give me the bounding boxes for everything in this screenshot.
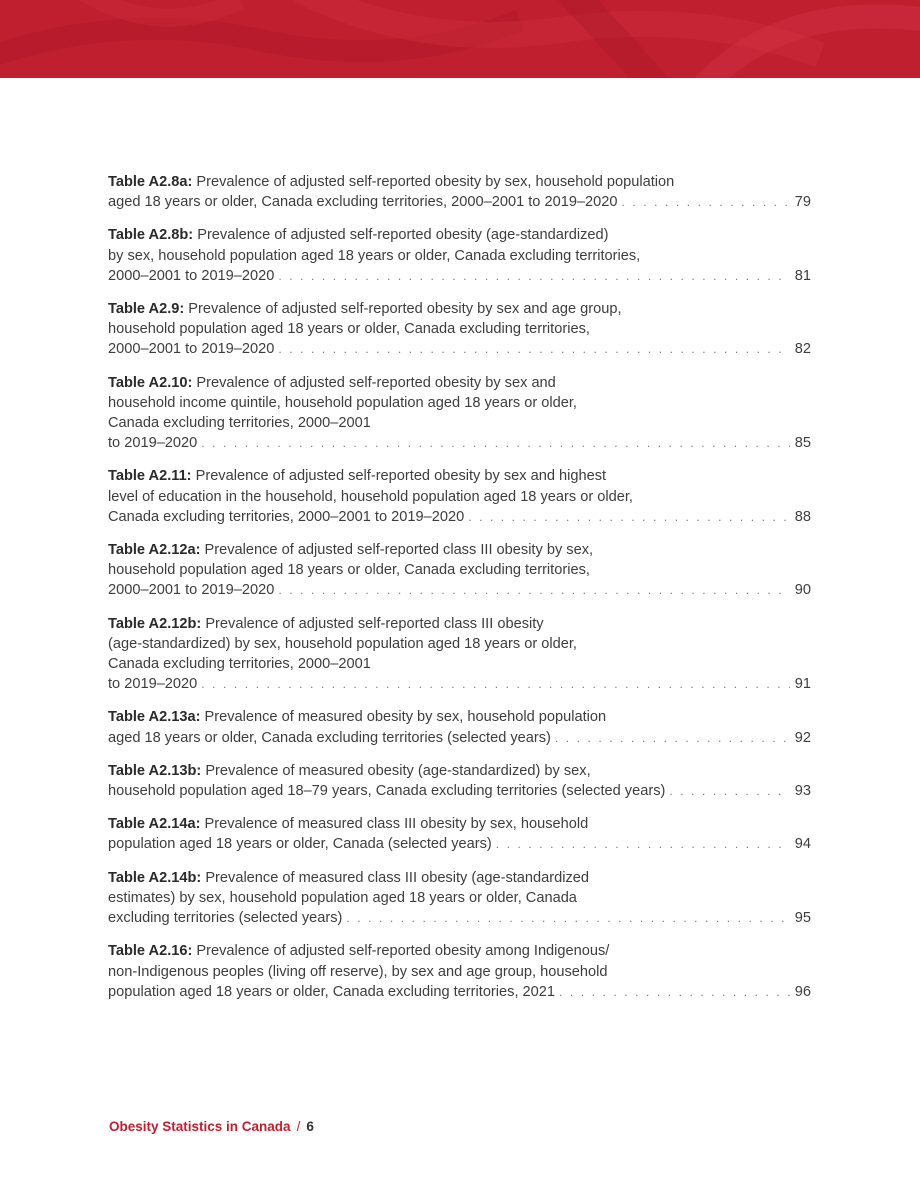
- toc-entry-text: 2000–2001 to 2019–2020: [108, 267, 275, 284]
- toc-entry-line: [108, 466, 811, 486]
- toc-entry-text: estimates) by sex, household population aged 18 years or older, Canada: [108, 889, 577, 906]
- toc-entry-line: [108, 814, 811, 834]
- toc-entry-text: 2000–2001 to 2019–2020: [108, 582, 275, 599]
- dot-leader: [468, 507, 790, 527]
- footer: [109, 1119, 314, 1134]
- toc-entry-line: [108, 982, 811, 1002]
- toc-entry-text: to 2019–2020: [108, 435, 198, 452]
- toc-entry[interactable]: [108, 814, 811, 854]
- toc-entry[interactable]: [108, 868, 811, 929]
- toc-entry-text: Prevalence of adjusted self-reported obesity by sex and highest: [191, 468, 607, 485]
- toc-entry-text: Canada excluding territories, 2000–2001: [108, 656, 371, 673]
- toc-entry-label: Table A2.12b:: [108, 615, 202, 632]
- toc-entry-line: [108, 373, 811, 393]
- toc-entry-text: population aged 18 years or older, Canada excluding territories, 2021: [108, 983, 556, 1000]
- dot-leader: [201, 674, 790, 694]
- toc-entry[interactable]: [108, 941, 811, 1002]
- toc-entry-text: household population aged 18–79 years, Canada excluding territories (selected years): [108, 783, 666, 800]
- toc-entry-text: household income quintile, household population aged 18 years or older,: [108, 394, 577, 411]
- toc-entry-label: Table A2.13a:: [108, 709, 201, 726]
- toc-entry-text: household population aged 18 years or older, Canada excluding territories,: [108, 562, 590, 579]
- toc-page-number[interactable]: 92: [794, 729, 811, 746]
- dot-leader: [278, 266, 790, 286]
- toc-entry-line: [108, 560, 811, 580]
- toc-page-number[interactable]: 90: [794, 582, 811, 599]
- dot-leader: [278, 580, 790, 600]
- toc-entry-line: [108, 393, 811, 413]
- toc-entry-line: [108, 246, 811, 266]
- toc-entry-text: Canada excluding territories, 2000–2001: [108, 415, 371, 432]
- toc-entry-line: [108, 707, 811, 727]
- toc-entry[interactable]: [108, 761, 811, 801]
- toc-entry-label: Table A2.14a:: [108, 816, 201, 833]
- toc-entry-text: excluding territories (selected years): [108, 910, 343, 927]
- toc-entry[interactable]: [108, 299, 811, 360]
- dot-leader: [559, 982, 790, 1002]
- toc-entry-line: [108, 634, 811, 654]
- toc-entry-text: Prevalence of adjusted self-reported class III obesity: [201, 615, 544, 632]
- dot-leader: [201, 433, 790, 453]
- footer-title: Obesity Statistics in Canada: [109, 1119, 291, 1134]
- toc-page-number[interactable]: 94: [794, 836, 811, 853]
- toc-entry-text: aged 18 years or older, Canada excluding territories (selected years): [108, 729, 551, 746]
- toc-entry-text: level of education in the household, household population aged 18 years or older,: [108, 488, 633, 505]
- toc-entry-text: to 2019–2020: [108, 676, 198, 693]
- dot-leader: [622, 192, 790, 212]
- toc-entry-label: Table A2.10:: [108, 374, 193, 391]
- table-of-contents: [108, 172, 811, 1015]
- dot-leader: [669, 781, 790, 801]
- toc-entry-line: [108, 266, 811, 286]
- toc-page-number[interactable]: 88: [794, 508, 811, 525]
- toc-entry-text: Prevalence of adjusted self-reported class III obesity by sex,: [200, 542, 594, 559]
- toc-entry-label: Table A2.16:: [108, 943, 193, 960]
- toc-page-number[interactable]: 81: [794, 267, 811, 284]
- toc-entry-label: Table A2.14b:: [108, 869, 202, 886]
- toc-entry-line: [108, 674, 811, 694]
- toc-entry-line: [108, 962, 811, 982]
- toc-entry-text: Prevalence of measured class III obesity (age-standardized: [201, 869, 590, 886]
- toc-entry[interactable]: [108, 466, 811, 527]
- toc-page-number[interactable]: 93: [794, 783, 811, 800]
- footer-separator: /: [296, 1119, 301, 1134]
- toc-entry-line: [108, 580, 811, 600]
- toc-entry-text: Canada excluding territories, 2000–2001 to 2019–2020: [108, 508, 465, 525]
- toc-page-number[interactable]: 95: [794, 910, 811, 927]
- toc-entry[interactable]: [108, 373, 811, 454]
- toc-entry-text: non-Indigenous peoples (living off reserve), by sex and age group, household: [108, 963, 608, 980]
- toc-entry-line: [108, 781, 811, 801]
- toc-entry-text: population aged 18 years or older, Canada (selected years): [108, 836, 492, 853]
- toc-entry[interactable]: [108, 707, 811, 747]
- toc-page-number[interactable]: 96: [794, 983, 811, 1000]
- toc-page-number[interactable]: 85: [794, 435, 811, 452]
- toc-entry-label: Table A2.12a:: [108, 542, 201, 559]
- toc-entry-line: [108, 888, 811, 908]
- toc-entry-text: aged 18 years or older, Canada excluding territories, 2000–2001 to 2019–2020: [108, 194, 618, 211]
- dot-leader: [496, 834, 790, 854]
- toc-entry-line: [108, 654, 811, 674]
- toc-entry-text: household population aged 18 years or older, Canada excluding territories,: [108, 321, 590, 338]
- toc-entry-line: [108, 299, 811, 319]
- dot-leader: [555, 728, 790, 748]
- toc-entry-text: Prevalence of measured obesity by sex, household population: [200, 709, 607, 726]
- toc-entry-text: Prevalence of adjusted self-reported obesity by sex and age group,: [184, 301, 622, 318]
- banner-pattern: [0, 0, 920, 78]
- dot-leader: [346, 908, 790, 928]
- toc-entry-label: Table A2.13b:: [108, 762, 202, 779]
- toc-entry-line: [108, 941, 811, 961]
- toc-entry-line: [108, 225, 811, 245]
- toc-entry-text: Prevalence of measured class III obesity by sex, household: [200, 816, 589, 833]
- toc-page-number[interactable]: 91: [794, 676, 811, 693]
- toc-entry-text: (age-standardized) by sex, household population aged 18 years or older,: [108, 635, 577, 652]
- toc-entry[interactable]: [108, 172, 811, 212]
- toc-entry-line: [108, 761, 811, 781]
- toc-entry-text: Prevalence of adjusted self-reported obesity by sex, household population: [192, 174, 675, 190]
- toc-entry-line: [108, 540, 811, 560]
- toc-entry-line: [108, 487, 811, 507]
- footer-page-number: 6: [306, 1119, 314, 1134]
- toc-entry-line: [108, 319, 811, 339]
- toc-entry-text: by sex, household population aged 18 years or older, Canada excluding territories,: [108, 247, 641, 264]
- toc-page-number[interactable]: 82: [794, 341, 811, 358]
- toc-entry-label: Table A2.8b:: [108, 227, 194, 244]
- toc-entry-line: [108, 868, 811, 888]
- toc-entry-text: Prevalence of adjusted self-reported obesity by sex and: [192, 374, 556, 391]
- toc-page-number[interactable]: 79: [794, 194, 811, 211]
- toc-entry-line: [108, 507, 811, 527]
- header-banner: [0, 0, 920, 78]
- toc-entry-text: Prevalence of measured obesity (age-standardized) by sex,: [201, 762, 591, 779]
- toc-entry-line: [108, 908, 811, 928]
- toc-entry-text: Prevalence of adjusted self-reported obesity among Indigenous/: [192, 943, 610, 960]
- toc-entry-line: [108, 614, 811, 634]
- toc-entry-text: 2000–2001 to 2019–2020: [108, 341, 275, 358]
- dot-leader: [278, 339, 790, 359]
- toc-entry-label: Table A2.8a:: [108, 174, 193, 190]
- toc-entry-line: [108, 339, 811, 359]
- toc-entry-line: [108, 172, 811, 192]
- toc-entry[interactable]: [108, 614, 811, 695]
- toc-entry-text: Prevalence of adjusted self-reported obesity (age-standardized): [193, 227, 609, 244]
- toc-entry[interactable]: [108, 540, 811, 601]
- toc-entry-label: Table A2.11:: [108, 468, 192, 485]
- toc-entry-line: [108, 834, 811, 854]
- toc-entry[interactable]: [108, 225, 811, 286]
- toc-entry-line: [108, 728, 811, 748]
- toc-entry-line: [108, 192, 811, 212]
- toc-entry-label: Table A2.9:: [108, 301, 185, 318]
- toc-entry-line: [108, 413, 811, 433]
- toc-entry-line: [108, 433, 811, 453]
